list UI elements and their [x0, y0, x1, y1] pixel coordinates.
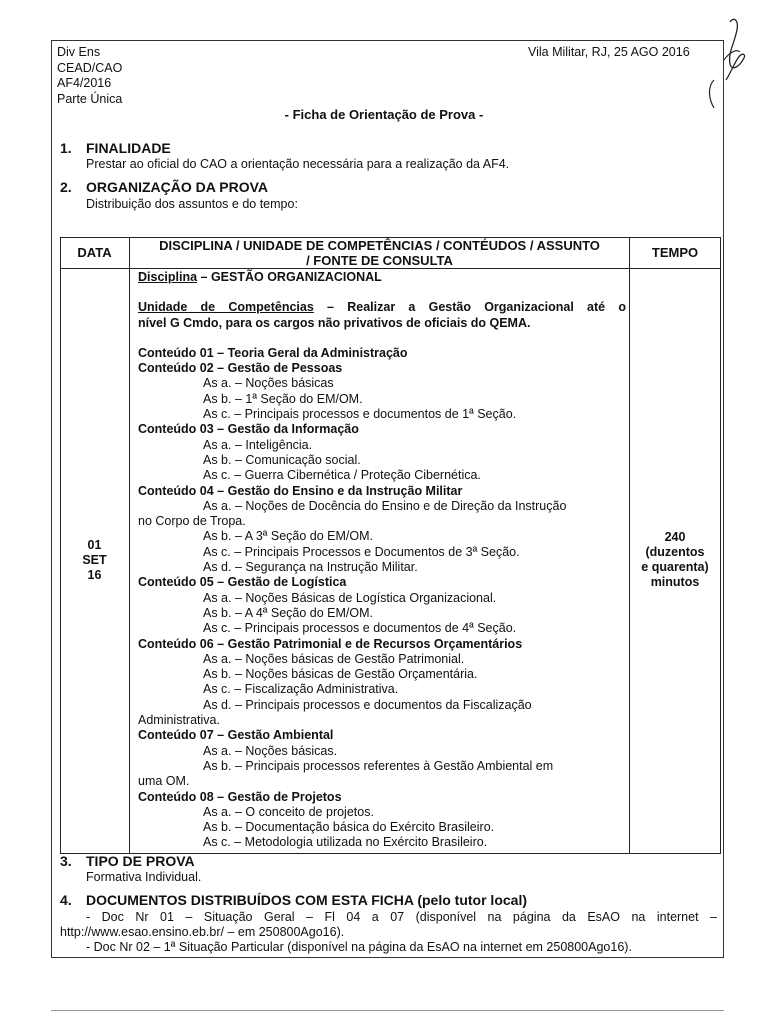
column-header-discipline-line1: DISCIPLINA / UNIDADE DE COMPETÊNCIAS / CONTÉUDOS / ASSUNTO — [159, 238, 600, 253]
document-title: - Ficha de Orientação de Prova - — [284, 107, 484, 122]
competence-label: Unidade de Competências — [138, 300, 314, 315]
header-left-block — [57, 45, 122, 107]
date-month: SET — [82, 553, 107, 567]
section-2-title: ORGANIZAÇÃO DA PROVA — [86, 179, 268, 195]
competence-text-1: – Realizar a Gestão Organizacional até o — [313, 300, 626, 315]
content-01: Conteúdo 01 – Teoria Geral da Administração — [138, 345, 408, 360]
section-1-heading — [60, 140, 171, 156]
content-03-b: As b. – Comunicação social. — [203, 452, 361, 467]
content-06-a: As a. – Noções básicas de Gestão Patrimonial. — [203, 651, 465, 666]
time-words-1: (duzentos — [645, 545, 705, 559]
header-line-parte: Parte Única — [57, 91, 123, 106]
header-line-af4: AF4/2016 — [57, 76, 112, 90]
document-1-line1: - Doc Nr 01 – Situação Geral – Fl 04 a 07 (disponível na página da EsAO na internet – — [86, 910, 717, 924]
discipline-value: – GESTÃO ORGANIZACIONAL — [197, 270, 382, 284]
place-date: Vila Militar, RJ, 25 AGO 2016 — [528, 45, 690, 59]
competence-line-1 — [138, 300, 626, 315]
document-1-line2: http://www.esao.ensino.eb.br/ – em 250800Ago16). — [60, 925, 345, 939]
section-3-title: TIPO DE PROVA — [86, 853, 195, 869]
section-4-title: DOCUMENTOS DISTRIBUÍDOS COM ESTA FICHA (pelo tutor local) — [86, 892, 527, 908]
time-unit: minutos — [650, 575, 700, 589]
section-2-number: 2. — [60, 179, 72, 195]
content-08-c: As c. – Metodologia utilizada no Exército Brasileiro. — [203, 835, 488, 850]
content-06-d-line2: Administrativa. — [138, 713, 220, 728]
date-cell — [60, 538, 129, 583]
content-04-b: As b. – A 3ª Seção do EM/OM. — [203, 529, 373, 544]
content-06-b: As b. – Noções básicas de Gestão Orçamentária. — [203, 667, 478, 682]
header-line-cead: CEAD/CAO — [57, 60, 123, 75]
section-2-heading — [60, 179, 268, 195]
content-05-a: As a. – Noções Básicas de Logística Organizacional. — [203, 590, 497, 605]
content-07-b-line1: As b. – Principais processos referentes à Gestão Ambiental em — [203, 758, 554, 773]
content-05-c: As c. – Principais processos e documentos de 4ª Seção. — [203, 621, 517, 636]
content-07-b-line2: uma OM. — [138, 774, 190, 789]
bottom-rule — [51, 1010, 724, 1011]
section-1-text: Prestar ao oficial do CAO a orientação necessária para a realização da AF4. — [86, 157, 510, 171]
content-04-a-line2: no Corpo de Tropa. — [138, 514, 246, 529]
section-1-number: 1. — [60, 140, 72, 156]
content-03: Conteúdo 03 – Gestão da Informação — [138, 422, 359, 437]
section-3-heading — [60, 853, 195, 869]
content-03-c: As c. – Guerra Cibernética / Proteção Cibernética. — [203, 468, 481, 483]
discipline-line — [138, 270, 626, 285]
content-04-a-line1: As a. – Noções de Docência do Ensino e de Direção da Instrução — [203, 498, 567, 513]
content-05: Conteúdo 05 – Gestão de Logística — [138, 575, 347, 590]
content-08-b: As b. – Documentação básica do Exército Brasileiro. — [203, 820, 495, 835]
column-header-time: TEMPO — [651, 245, 699, 260]
content-08-a: As a. – O conceito de projetos. — [203, 804, 374, 819]
column-header-discipline — [130, 238, 629, 268]
section-1-title: FINALIDADE — [86, 140, 171, 156]
content-05-b: As b. – A 4ª Seção do EM/OM. — [203, 605, 373, 620]
section-4-number: 4. — [60, 892, 72, 908]
content-07: Conteúdo 07 – Gestão Ambiental — [138, 728, 334, 743]
header-line-div-ens: Div Ens — [57, 45, 101, 59]
discipline-content — [138, 270, 626, 851]
document-2: - Doc Nr 02 – 1ª Situação Particular (disponível na página da EsAO na internet em 250800Ago16). — [86, 940, 632, 954]
content-04-d: As d. – Segurança na Instrução Militar. — [203, 560, 418, 575]
section-3-number: 3. — [60, 853, 72, 869]
date-day: 01 — [87, 538, 102, 552]
column-header-discipline-line2: / FONTE DE CONSULTA — [306, 253, 453, 268]
time-cell — [629, 530, 721, 590]
content-02-a: As a. – Noções básicas — [203, 376, 334, 391]
content-06-d-line1: As d. – Principais processos e documentos da Fiscalização — [203, 697, 532, 712]
content-04: Conteúdo 04 – Gestão do Ensino e da Instrução Militar — [138, 483, 463, 498]
content-02-b: As b. – 1ª Seção do EM/OM. — [203, 391, 363, 406]
content-02-c: As c. – Principais processos e documentos de 1ª Seção. — [203, 407, 517, 422]
content-08: Conteúdo 08 – Gestão de Projetos — [138, 789, 342, 804]
column-header-date: DATA — [77, 245, 112, 260]
content-04-c: As c. – Principais Processos e Documentos de 3ª Seção. — [203, 544, 520, 559]
discipline-label: Disciplina — [138, 270, 198, 284]
content-06: Conteúdo 06 – Gestão Patrimonial e de Recursos Orçamentários — [138, 636, 523, 651]
section-3-text: Formativa Individual. — [86, 870, 202, 884]
date-year: 16 — [87, 568, 102, 582]
content-02: Conteúdo 02 – Gestão de Pessoas — [138, 361, 343, 376]
section-4-heading — [60, 892, 527, 908]
time-value: 240 — [664, 530, 686, 544]
content-07-a: As a. – Noções básicas. — [203, 743, 338, 758]
section-2-text: Distribuição dos assuntos e do tempo: — [86, 197, 298, 211]
content-06-c: As c. – Fiscalização Administrativa. — [203, 682, 399, 697]
content-03-a: As a. – Inteligência. — [203, 437, 313, 452]
time-words-2: e quarenta) — [641, 560, 709, 574]
competence-line-2: nível G Cmdo, para os cargos não privativos de oficiais do QEMA. — [138, 315, 531, 330]
